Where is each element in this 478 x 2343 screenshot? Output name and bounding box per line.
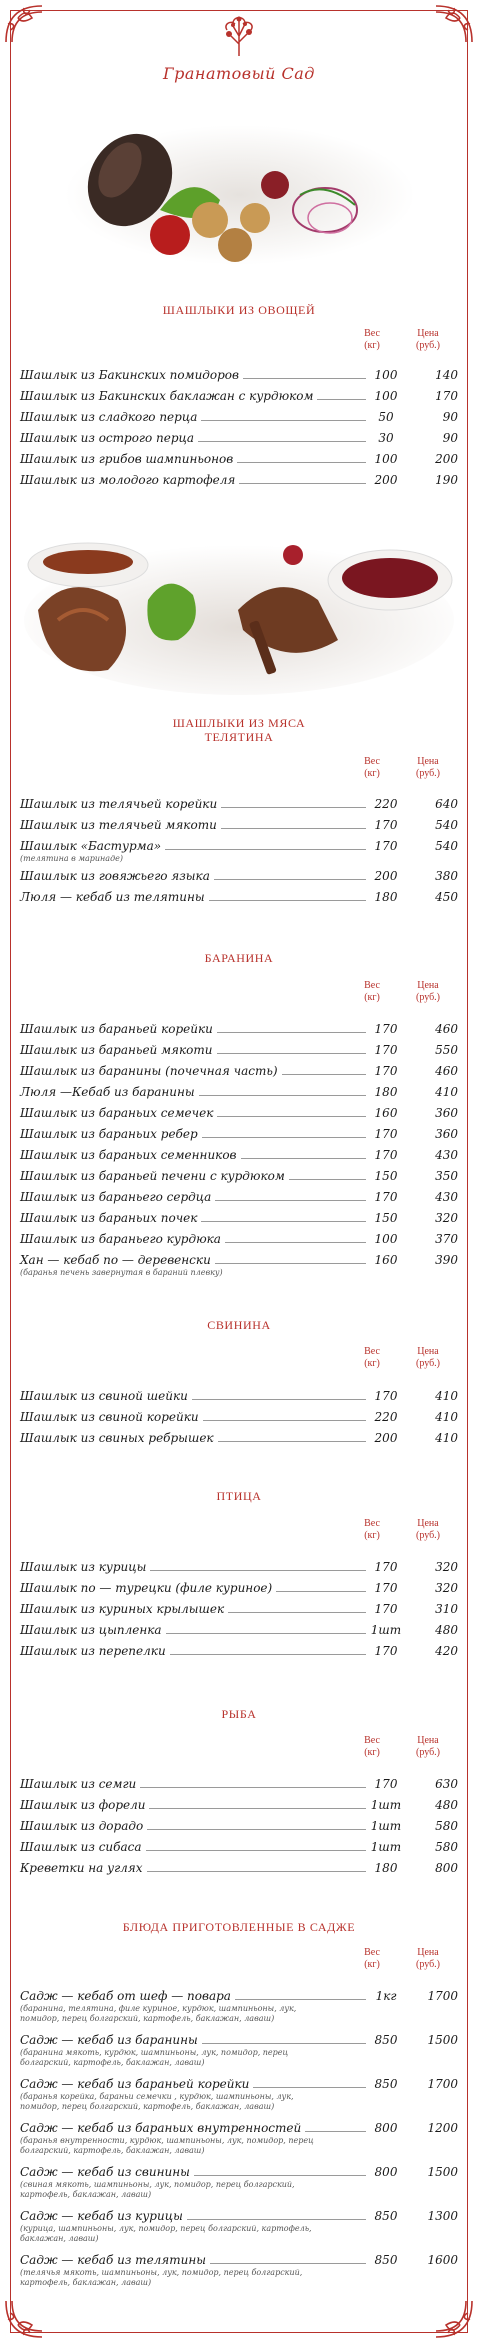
item-price: 1600 <box>427 2253 458 2267</box>
menu-item <box>20 1819 458 1840</box>
menu-item <box>20 2209 458 2253</box>
item-price: 170 <box>435 389 458 403</box>
menu-list-pork <box>20 1389 458 1452</box>
weight-column-header: Вес (кг) <box>364 756 380 779</box>
item-name: Шашлык из цыпленка <box>20 1623 162 1637</box>
item-weight: 50 <box>378 410 394 424</box>
menu-item <box>20 890 458 911</box>
item-name: Креветки на углях <box>20 1861 143 1875</box>
brand-name: Гранатовый Сад <box>163 64 315 83</box>
item-weight: 180 <box>374 890 398 904</box>
menu-item <box>20 839 458 869</box>
menu-item <box>20 452 458 473</box>
item-name: Шашлык из свиных ребрышек <box>20 1431 214 1445</box>
menu-item <box>20 473 458 494</box>
item-price: 200 <box>435 452 458 466</box>
menu-item <box>20 818 458 839</box>
item-name: Хан — кебаб по — деревенски <box>20 1253 211 1267</box>
item-price: 410 <box>435 1410 458 1424</box>
item-price: 420 <box>435 1644 458 1658</box>
item-price: 540 <box>435 839 458 853</box>
item-price: 450 <box>435 890 458 904</box>
section-title-poultry: ПТИЦА <box>216 1489 262 1503</box>
item-weight: 200 <box>374 473 398 487</box>
item-price: 410 <box>435 1085 458 1099</box>
menu-item <box>20 389 458 410</box>
item-weight: 850 <box>374 2253 398 2267</box>
menu-list-fish <box>20 1777 458 1882</box>
menu-item <box>20 1064 458 1085</box>
menu-item <box>20 1989 458 2033</box>
item-name: Шашлык из Бакинских баклажан с курдюком <box>20 389 314 403</box>
item-weight: 1кг <box>375 1989 397 2003</box>
item-price: 1200 <box>427 2121 458 2135</box>
menu-item <box>20 1798 458 1819</box>
menu-item <box>20 1431 458 1452</box>
item-price: 1500 <box>427 2165 458 2179</box>
item-name: Шашлык из бараньих семенников <box>20 1148 237 1162</box>
menu-item <box>20 1389 458 1410</box>
item-price: 580 <box>435 1819 458 1833</box>
item-price: 480 <box>435 1798 458 1812</box>
menu-item <box>20 1148 458 1169</box>
item-weight: 170 <box>374 1581 398 1595</box>
item-weight: 170 <box>374 1043 398 1057</box>
item-weight: 850 <box>374 2033 398 2047</box>
item-price: 90 <box>442 410 458 424</box>
item-name: Шашлык из бараньего сердца <box>20 1190 212 1204</box>
item-price: 360 <box>435 1127 458 1141</box>
item-name: Шашлык из баранины (почечная часть) <box>20 1064 278 1078</box>
item-price: 430 <box>435 1190 458 1204</box>
item-note: (курица, шампиньоны, лук, помидор, перец болгарский, картофель, баклажан, лаваш) <box>20 2224 312 2243</box>
item-name: Садж — кебаб от шеф — повара <box>20 1989 231 2003</box>
item-name: Шашлык из острого перца <box>20 431 195 445</box>
price-column-header: Цена (руб.) <box>416 1947 440 1970</box>
item-weight: 100 <box>374 1232 398 1246</box>
menu-item <box>20 2165 458 2209</box>
item-name: Шашлык из телячьей мякоти <box>20 818 217 832</box>
item-price: 630 <box>435 1777 458 1791</box>
weight-column-header: Вес (кг) <box>364 1518 380 1541</box>
item-note: (телячья мякоть, шампиньоны, лук, помидор, перец болгарский, картофель, баклажан, лаваш) <box>20 2268 303 2287</box>
weight-column-header: Вес (кг) <box>364 1735 380 1758</box>
item-name: Шашлык из бараньей печени с курдюком <box>20 1169 285 1183</box>
item-weight: 1шт <box>370 1819 402 1833</box>
menu-list-lamb <box>20 1022 458 1283</box>
item-price: 370 <box>435 1232 458 1246</box>
menu-item <box>20 2077 458 2121</box>
item-name: Шашлык из молодого картофеля <box>20 473 236 487</box>
item-name: Шашлык из бараньих ребер <box>20 1127 198 1141</box>
menu-list-veal <box>20 797 458 911</box>
item-price: 430 <box>435 1148 458 1162</box>
item-name: Шашлык из форели <box>20 1798 146 1812</box>
item-price: 800 <box>435 1861 458 1875</box>
item-name: Садж — кебаб из бараньей корейки <box>20 2077 250 2091</box>
weight-column-header: Вес (кг) <box>364 1346 380 1369</box>
item-price: 540 <box>435 818 458 832</box>
menu-item <box>20 1022 458 1043</box>
menu-list-vegetables <box>20 368 458 494</box>
menu-item <box>20 1861 458 1882</box>
item-weight: 180 <box>374 1085 398 1099</box>
item-weight: 100 <box>374 368 398 382</box>
item-price: 360 <box>435 1106 458 1120</box>
menu-item <box>20 1581 458 1602</box>
corner-ornament-icon <box>430 2295 476 2341</box>
menu-item <box>20 2253 458 2297</box>
item-weight: 800 <box>374 2121 398 2135</box>
item-note: (баранья печень завернутая в бараний плевку) <box>20 1268 223 1277</box>
item-price: 390 <box>435 1253 458 1267</box>
item-name: Шашлык из бараньей корейки <box>20 1022 213 1036</box>
item-weight: 150 <box>374 1169 398 1183</box>
item-name: Шашлык из сибаса <box>20 1840 142 1854</box>
item-note: (телятина в маринаде) <box>20 854 123 863</box>
section-title-vegetables: ШАШЛЫКИ ИЗ ОВОЩЕЙ <box>162 303 316 317</box>
item-name: Шашлык из куриных крылышек <box>20 1602 225 1616</box>
section-title-fish: РЫБА <box>221 1707 257 1721</box>
item-name: Шашлык из Бакинских помидоров <box>20 368 240 382</box>
item-name: Люля —Кебаб из баранины <box>20 1085 195 1099</box>
item-weight: 170 <box>374 1148 398 1162</box>
item-price: 190 <box>435 473 458 487</box>
price-column-header: Цена (руб.) <box>416 1346 440 1369</box>
item-price: 640 <box>435 797 458 811</box>
item-name: Шашлык из свиной шейки <box>20 1389 188 1403</box>
item-weight: 160 <box>374 1253 398 1267</box>
item-price: 90 <box>442 431 458 445</box>
item-weight: 200 <box>374 1431 398 1445</box>
item-weight: 100 <box>374 389 398 403</box>
item-price: 1700 <box>427 1989 458 2003</box>
menu-item <box>20 1169 458 1190</box>
item-name: Шашлык по — турецки (филе куриное) <box>20 1581 273 1595</box>
item-note: (свиная мякоть, шампиньоны, лук, помидор, перец болгарский, картофель, баклажан, лаваш) <box>20 2180 295 2199</box>
item-note: (баранина мякоть, курдюк, шампиньоны, лук, помидор, перец болгарский, картофель, баклажан, лаваш) <box>20 2048 289 2067</box>
item-weight: 170 <box>374 1064 398 1078</box>
item-price: 580 <box>435 1840 458 1854</box>
section-title-pork: СВИНИНА <box>207 1318 271 1332</box>
weight-column-header: Вес (кг) <box>364 1947 380 1970</box>
grilled-meat-photo <box>18 520 460 700</box>
item-name: Садж — кебаб из бараньих внутренностей <box>20 2121 302 2135</box>
item-weight: 170 <box>374 1644 398 1658</box>
item-name: Садж — кебаб из курицы <box>20 2209 183 2223</box>
item-price: 350 <box>435 1169 458 1183</box>
menu-item <box>20 1840 458 1861</box>
item-note: (баранья корейка, бараньи семечки , курдюк, шампиньоны, лук, помидор, перец болгарский, картофель, баклажан, лаваш) <box>20 2092 294 2111</box>
item-name: Шашлык из бараньего курдюка <box>20 1232 221 1246</box>
menu-item <box>20 1623 458 1644</box>
menu-item <box>20 1190 458 1211</box>
menu-item <box>20 1127 458 1148</box>
weight-column-header: Вес (кг) <box>364 980 380 1003</box>
menu-item <box>20 2121 458 2165</box>
item-name: Шашлык из семги <box>20 1777 137 1791</box>
item-weight: 170 <box>374 1389 398 1403</box>
item-name: Шашлык из перепелки <box>20 1644 166 1658</box>
item-price: 410 <box>435 1431 458 1445</box>
item-weight: 30 <box>378 431 394 445</box>
menu-item <box>20 1043 458 1064</box>
item-weight: 170 <box>374 1777 398 1791</box>
menu-item <box>20 1232 458 1253</box>
menu-list-sadj <box>20 1989 458 2297</box>
price-column-header: Цена (руб.) <box>416 1735 440 1758</box>
item-price: 1300 <box>427 2209 458 2223</box>
item-price: 380 <box>435 869 458 883</box>
item-weight: 100 <box>374 452 398 466</box>
item-price: 320 <box>435 1581 458 1595</box>
brand-logo <box>0 14 478 83</box>
section-title-sadj: БЛЮДА ПРИГОТОВЛЕННЫЕ В САДЖЕ <box>122 1920 356 1934</box>
menu-item <box>20 1560 458 1581</box>
item-weight: 150 <box>374 1211 398 1225</box>
item-name: Шашлык из говяжьего языка <box>20 869 210 883</box>
item-weight: 1шт <box>370 1798 402 1812</box>
item-name: Садж — кебаб из телятины <box>20 2253 207 2267</box>
menu-item <box>20 368 458 389</box>
menu-item <box>20 410 458 431</box>
menu-item <box>20 1602 458 1623</box>
item-weight: 170 <box>374 839 398 853</box>
item-name: Люля — кебаб из телятины <box>20 890 205 904</box>
item-price: 550 <box>435 1043 458 1057</box>
item-weight: 160 <box>374 1106 398 1120</box>
item-weight: 170 <box>374 1190 398 1204</box>
item-name: Шашлык из сладкого перца <box>20 410 198 424</box>
price-column-header: Цена (руб.) <box>416 328 440 351</box>
corner-ornament-icon <box>2 2295 48 2341</box>
item-price: 320 <box>435 1211 458 1225</box>
menu-list-poultry <box>20 1560 458 1665</box>
price-column-header: Цена (руб.) <box>416 980 440 1003</box>
item-weight: 850 <box>374 2077 398 2091</box>
item-weight: 220 <box>374 797 398 811</box>
item-weight: 170 <box>374 818 398 832</box>
item-price: 1700 <box>427 2077 458 2091</box>
item-name: Шашлык из грибов шампиньонов <box>20 452 234 466</box>
item-name: Шашлык «Бастурма» <box>20 839 162 853</box>
item-weight: 170 <box>374 1602 398 1616</box>
menu-item <box>20 1644 458 1665</box>
item-note: (баранина, телятина, филе куриное, курдюк, шампиньоны, лук, помидор, перец болгарский, картофель, баклажан, лаваш) <box>20 2004 297 2023</box>
item-price: 140 <box>435 368 458 382</box>
price-column-header: Цена (руб.) <box>416 756 440 779</box>
item-note: (баранья внутренности, курдюк, шампиньоны, лук, помидор, перец болгарский, картофель, баклажан, лаваш) <box>20 2136 314 2155</box>
weight-column-header: Вес (кг) <box>364 328 380 351</box>
item-name: Садж — кебаб из свинины <box>20 2165 190 2179</box>
item-name: Садж — кебаб из баранины <box>20 2033 198 2047</box>
grilled-vegetables-photo <box>60 100 420 275</box>
item-weight: 1шт <box>370 1840 402 1854</box>
item-weight: 180 <box>374 1861 398 1875</box>
menu-item <box>20 1253 458 1283</box>
price-column-header: Цена (руб.) <box>416 1518 440 1541</box>
item-weight: 170 <box>374 1022 398 1036</box>
section-title-meat: ШАШЛЫКИ ИЗ МЯСА ТЕЛЯТИНА <box>172 716 306 744</box>
item-name: Шашлык из телячьей корейки <box>20 797 218 811</box>
item-name: Шашлык из дорадо <box>20 1819 144 1833</box>
menu-item <box>20 869 458 890</box>
item-price: 320 <box>435 1560 458 1574</box>
item-weight: 170 <box>374 1560 398 1574</box>
item-price: 410 <box>435 1389 458 1403</box>
item-name: Шашлык из свиной корейки <box>20 1410 199 1424</box>
item-price: 480 <box>435 1623 458 1637</box>
item-price: 1500 <box>427 2033 458 2047</box>
menu-item <box>20 1410 458 1431</box>
menu-item <box>20 1085 458 1106</box>
menu-item <box>20 797 458 818</box>
item-price: 460 <box>435 1022 458 1036</box>
item-price: 460 <box>435 1064 458 1078</box>
menu-item <box>20 2033 458 2077</box>
item-name: Шашлык из бараньей мякоти <box>20 1043 213 1057</box>
item-weight: 220 <box>374 1410 398 1424</box>
menu-item <box>20 1211 458 1232</box>
item-weight: 1шт <box>370 1623 402 1637</box>
pomegranate-tree-icon <box>217 14 261 58</box>
item-weight: 170 <box>374 1127 398 1141</box>
item-name: Шашлык из бараньих почек <box>20 1211 198 1225</box>
menu-item <box>20 431 458 452</box>
section-title-lamb: БАРАНИНА <box>204 951 274 965</box>
menu-item <box>20 1106 458 1127</box>
item-weight: 800 <box>374 2165 398 2179</box>
item-weight: 200 <box>374 869 398 883</box>
menu-item <box>20 1777 458 1798</box>
item-name: Шашлык из курицы <box>20 1560 147 1574</box>
item-name: Шашлык из бараньих семечек <box>20 1106 214 1120</box>
item-price: 310 <box>435 1602 458 1616</box>
item-weight: 850 <box>374 2209 398 2223</box>
